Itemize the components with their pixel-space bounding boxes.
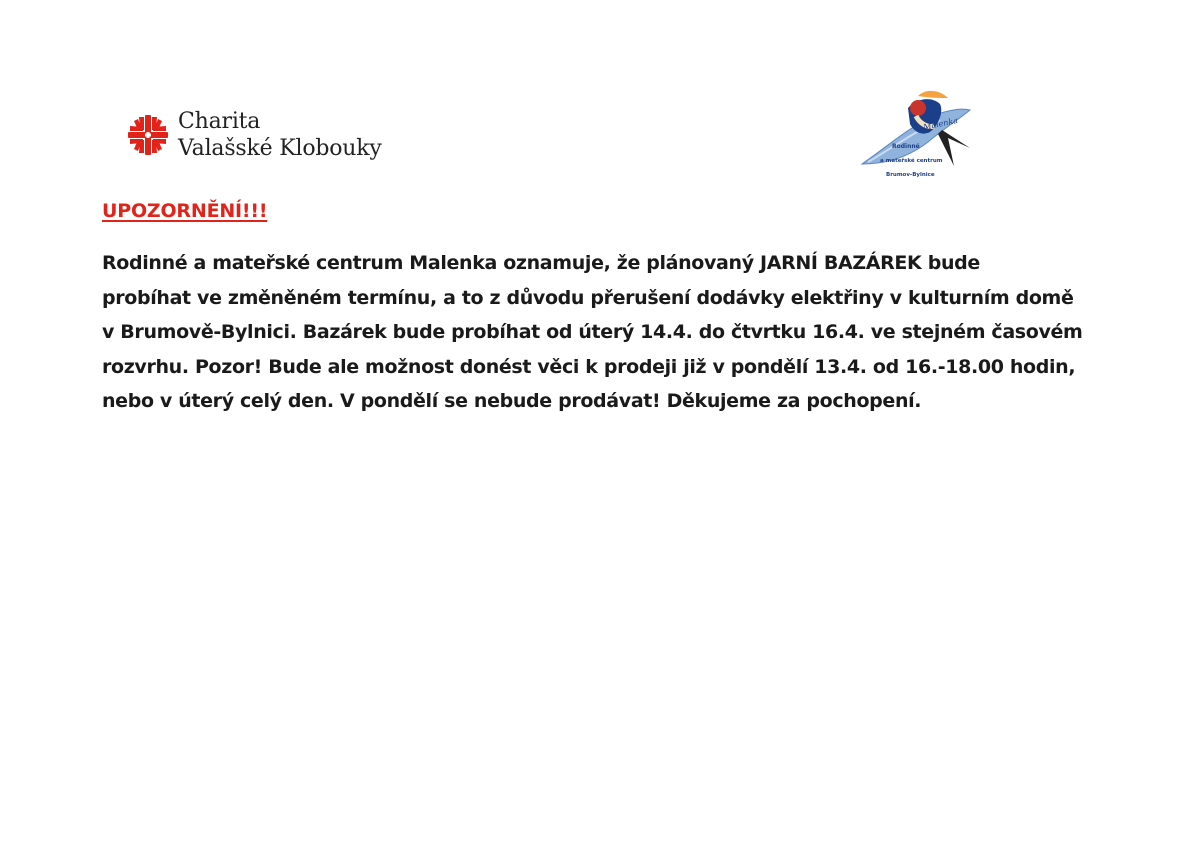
- malenka-logo-title: Malenka: [922, 115, 959, 132]
- notice-heading: UPOZORNĚNÍ!!!: [102, 200, 268, 222]
- notice-line: v Brumově-Bylnici. Bazárek bude probíhat od úterý 14.4. do čtvrtku 16.4. ve stejném časovém: [102, 321, 1083, 343]
- charita-cross-icon: [126, 113, 170, 157]
- notice-line: Rodinné a mateřské centrum Malenka oznamuje, že plánovaný JARNÍ BAZÁREK bude: [102, 252, 980, 274]
- swallow-logo-icon: [858, 86, 978, 190]
- notice-line: rozvrhu. Pozor! Bude ale možnost donést věci k prodeji již v pondělí 13.4. od 16.-18.00 hodin,: [102, 355, 1076, 378]
- notice-line: probíhat ve změněném termínu, a to z důvodu přerušení dodávky elektřiny v kulturním domě: [102, 286, 1074, 309]
- charita-line-1: Charita: [178, 109, 261, 134]
- malenka-logo-sub3: Brumov-Bylnice: [886, 172, 935, 178]
- notice-body: [102, 246, 1122, 419]
- malenka-logo: [858, 86, 978, 190]
- notice-line: nebo v úterý celý den. V pondělí se nebude prodávat! Děkujeme za pochopení.: [102, 390, 922, 412]
- malenka-logo-sub2: a mateřské centrum: [880, 158, 943, 164]
- charita-name: [178, 108, 382, 162]
- charita-line-2: Valašské Klobouky: [178, 136, 382, 161]
- charita-logo: [126, 108, 382, 162]
- malenka-logo-sub1: Rodinné: [892, 143, 920, 150]
